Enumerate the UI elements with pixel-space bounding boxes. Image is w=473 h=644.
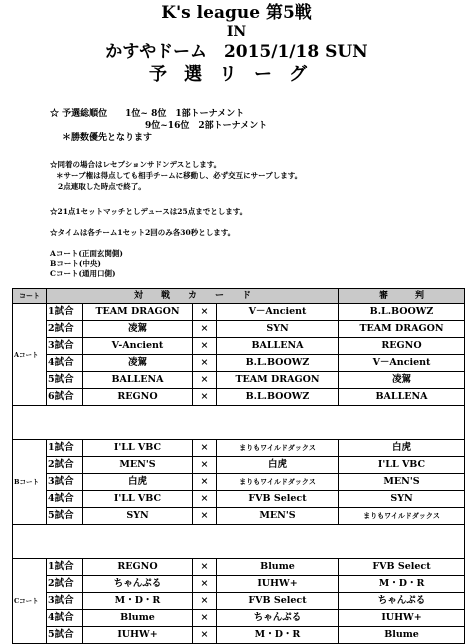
header-card: 対 戦 カ ー ド [47, 289, 339, 304]
court-label-b: Bコート [13, 440, 47, 525]
timeout-rule-note: ☆タイムは各チーム1セット2回のみ各30秒とします。 [50, 228, 236, 237]
game-number: 2試合 [47, 457, 83, 474]
vs-mark: × [193, 304, 217, 321]
game-number: 4試合 [47, 610, 83, 627]
header-court: コート [13, 289, 47, 304]
vs-mark: × [193, 610, 217, 627]
vs-mark: × [193, 457, 217, 474]
referee-team: MEN'S [339, 474, 465, 491]
home-team: TEAM DRAGON [83, 304, 193, 321]
home-team: V-Ancient [83, 338, 193, 355]
away-team: BALLENA [217, 338, 339, 355]
away-team: 白虎 [217, 457, 339, 474]
vs-mark: × [193, 321, 217, 338]
vs-mark: × [193, 559, 217, 576]
game-number: 3試合 [47, 474, 83, 491]
table-row [13, 304, 465, 321]
game-number: 2試合 [47, 321, 83, 338]
game-number: 3試合 [47, 593, 83, 610]
table-row [13, 491, 465, 508]
court-c-location: Cコート(通用口側) [50, 269, 116, 278]
referee-team: B.L.BOOWZ [339, 304, 465, 321]
table-row [13, 593, 465, 610]
game-number: 1試合 [47, 440, 83, 457]
table-row [13, 440, 465, 457]
away-team: B.L.BOOWZ [217, 389, 339, 406]
referee-team: Blume [339, 627, 465, 644]
home-team: 凌駕 [83, 355, 193, 372]
game-number: 5試合 [47, 508, 83, 525]
away-team: SYN [217, 321, 339, 338]
table-row [13, 457, 465, 474]
in-label: IN [226, 24, 247, 40]
game-number: 3試合 [47, 338, 83, 355]
vs-mark: × [193, 576, 217, 593]
table-row [13, 355, 465, 372]
home-team: 白虎 [83, 474, 193, 491]
away-team: IUHW+ [217, 576, 339, 593]
game-number: 1試合 [47, 304, 83, 321]
table-row [13, 627, 465, 644]
home-team: SYN [83, 508, 193, 525]
table-row [13, 508, 465, 525]
home-team: 凌駕 [83, 321, 193, 338]
court-label-a: Aコート [13, 304, 47, 406]
home-team: Blume [83, 610, 193, 627]
court-b-location: Bコート(中央) [50, 259, 101, 268]
ranking-note-2: 9位~16位 2部トーナメント [145, 121, 268, 131]
away-team: MEN'S [217, 508, 339, 525]
referee-team: M・D・R [339, 576, 465, 593]
referee-team: 凌駕 [339, 372, 465, 389]
vs-mark: × [193, 338, 217, 355]
away-team: まりもワイルドダックス [217, 440, 339, 457]
referee-team: ちゃんぷる [339, 593, 465, 610]
referee-team: IUHW+ [339, 610, 465, 627]
league-title: K's league 第5戦 [161, 3, 312, 23]
tie-note-2: ＊サーブ権は得点しても相手チームに移動し、必ず交互にサーブします。 [56, 171, 303, 180]
referee-team: BALLENA [339, 389, 465, 406]
home-team: I'LL VBC [83, 440, 193, 457]
court-a-location: Aコート(正面玄関側) [50, 249, 123, 258]
ranking-note-1: ☆ 予選総順位 1位~ 8位 1部トーナメント [50, 109, 245, 119]
home-team: I'LL VBC [83, 491, 193, 508]
game-number: 6試合 [47, 389, 83, 406]
away-team: ちゃんぷる [217, 610, 339, 627]
home-team: REGNO [83, 389, 193, 406]
home-team: M・D・R [83, 593, 193, 610]
game-number: 5試合 [47, 627, 83, 644]
schedule-table [12, 288, 465, 644]
game-number: 4試合 [47, 355, 83, 372]
tie-note-3: 2点連取した時点で終了。 [58, 182, 146, 191]
table-row [13, 338, 465, 355]
table-header-row [13, 289, 465, 304]
away-team: FVB Select [217, 593, 339, 610]
court-label-c: Cコート [13, 559, 47, 644]
table-row [13, 474, 465, 491]
away-team: Blume [217, 559, 339, 576]
referee-team: I'LL VBC [339, 457, 465, 474]
vs-mark: × [193, 593, 217, 610]
vs-mark: × [193, 508, 217, 525]
vs-mark: × [193, 389, 217, 406]
tie-note-1: ☆同着の場合はレセプションサドンデスとします。 [50, 160, 222, 169]
home-team: ちゃんぷる [83, 576, 193, 593]
game-number: 5試合 [47, 372, 83, 389]
court-spacer [13, 525, 465, 559]
referee-team: まりもワイルドダックス [339, 508, 465, 525]
vs-mark: × [193, 491, 217, 508]
round-title: 予選リーグ [149, 64, 324, 85]
away-team: まりもワイルドダックス [217, 474, 339, 491]
court-spacer [13, 406, 465, 440]
referee-team: 白虎 [339, 440, 465, 457]
away-team: M・D・R [217, 627, 339, 644]
referee-team: SYN [339, 491, 465, 508]
home-team: MEN'S [83, 457, 193, 474]
table-row [13, 576, 465, 593]
home-team: REGNO [83, 559, 193, 576]
home-team: BALLENA [83, 372, 193, 389]
referee-team: V－Ancient [339, 355, 465, 372]
table-row [13, 610, 465, 627]
home-team: IUHW+ [83, 627, 193, 644]
table-row [13, 559, 465, 576]
vs-mark: × [193, 372, 217, 389]
header-referee: 審 判 [339, 289, 465, 304]
table-row [13, 372, 465, 389]
game-number: 4試合 [47, 491, 83, 508]
game-number: 2試合 [47, 576, 83, 593]
referee-team: REGNO [339, 338, 465, 355]
away-team: V－Ancient [217, 304, 339, 321]
match-rule-note: ☆21点1セットマッチとしデュースは25点までとします。 [50, 207, 248, 216]
away-team: B.L.BOOWZ [217, 355, 339, 372]
venue-date: かすやドーム 2015/1/18 SUN [105, 42, 368, 62]
vs-mark: × [193, 627, 217, 644]
away-team: FVB Select [217, 491, 339, 508]
referee-team: TEAM DRAGON [339, 321, 465, 338]
table-row [13, 389, 465, 406]
game-number: 1試合 [47, 559, 83, 576]
vs-mark: × [193, 440, 217, 457]
referee-team: FVB Select [339, 559, 465, 576]
ranking-note-3: ＊勝数優先となります [62, 133, 153, 143]
table-row [13, 321, 465, 338]
away-team: TEAM DRAGON [217, 372, 339, 389]
vs-mark: × [193, 355, 217, 372]
vs-mark: × [193, 474, 217, 491]
